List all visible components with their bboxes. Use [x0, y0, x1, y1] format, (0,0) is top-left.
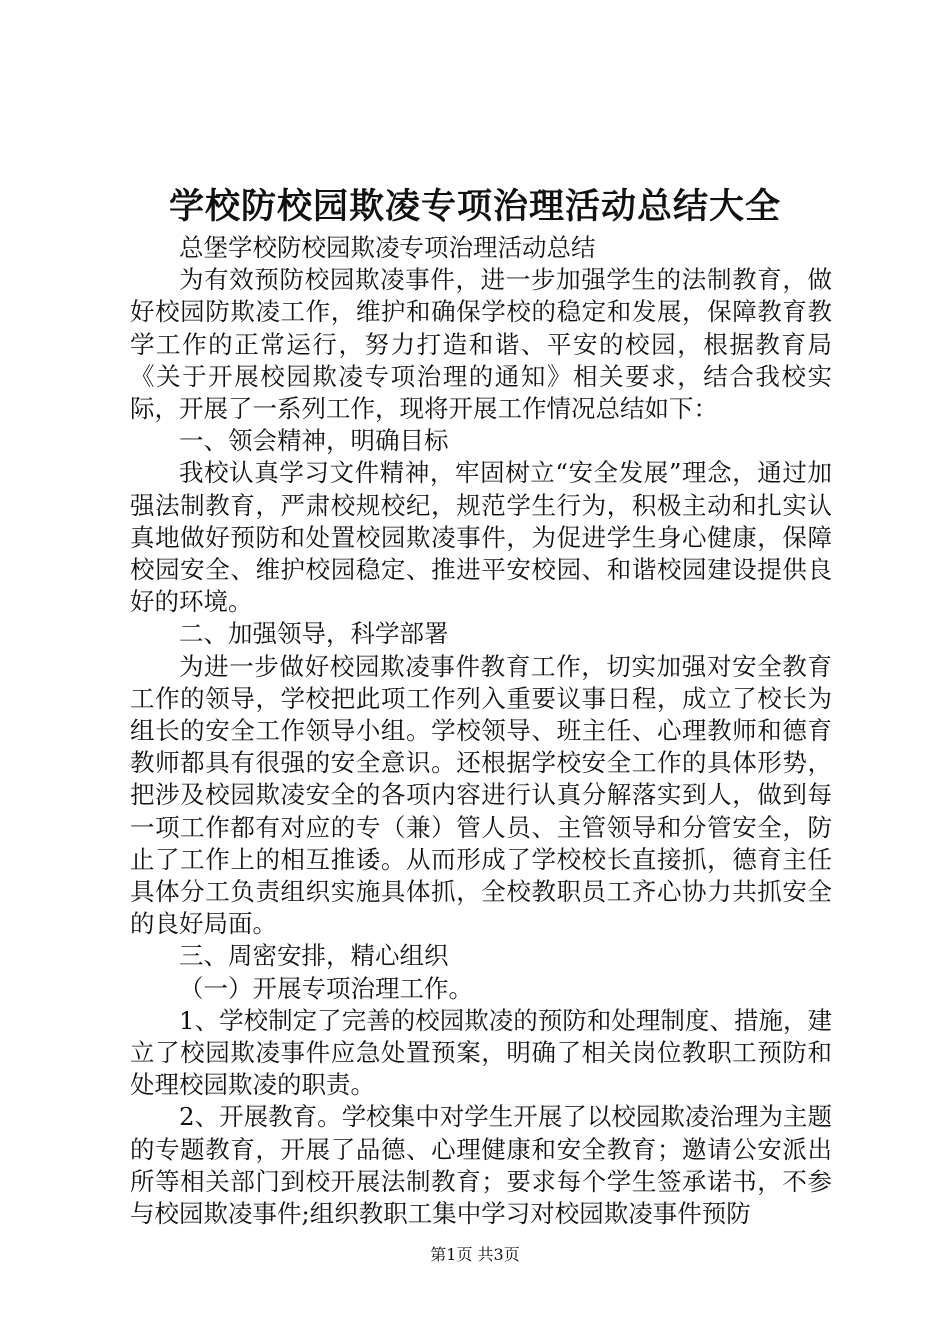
document-body — [130, 232, 832, 1230]
item-2-paragraph: 2、开展教育。学校集中对学生开展了以校园欺凌治理为主题的专题教育，开展了品德、心理健康和安全教育；邀请公安派出所等相关部门到校开展法制教育；要求每个学生签承诺书，不参与校园欺凌事件;组织教职工集中学习对校园欺凌事件预防 — [130, 1102, 832, 1229]
subsection-heading-1: （一）开展专项治理工作。 — [179, 973, 473, 1003]
document-title: 学校防校园欺凌专项治理活动总结大全 — [168, 186, 781, 227]
intro-paragraph: 为有效预防校园欺凌事件，进一步加强学生的法制教育，做好校园防欺凌工作，维护和确保学校的稳定和发展，保障教育教学工作的正常运行，努力打造和谐、平安的校园，根据教育局《关于开展校园欺凌专项治理的通知》相关要求，结合我校实际，开展了一系列工作，现将开展工作情况总结如下： — [130, 265, 832, 424]
subtitle-paragraph: 总堡学校防校园欺凌专项治理活动总结 — [179, 233, 596, 262]
section-2-paragraph: 为进一步做好校园欺凌事件教育工作，切实加强对安全教育工作的领导，学校把此项工作列入重要议事日程，成立了校长为组长的安全工作领导小组。学校领导、班主任、心理教师和德育教师都具有很强的安全意识。还根据学校安全工作的具体形势，把涉及校园欺凌安全的各项内容进行认真分解落实到人，做到每一项工作都有对应的专（兼）管人员、主管领导和分管安全，防止了工作上的相互推诿。从而形成了学校校长直接抓，德育主任具体分工负责组织实施具体抓，全校教职员工齐心协力共抓安全的良好局面。 — [130, 651, 832, 939]
item-1-paragraph: 1、学校制定了完善的校园欺凌的预防和处理制度、措施，建立了校园欺凌事件应急处置预案，明确了相关岗位教职工预防和处理校园欺凌的职责。 — [130, 1005, 832, 1100]
section-heading-3: 三、周密安排，精心组织 — [179, 941, 449, 971]
section-1-paragraph: 我校认真学习文件精神，牢固树立“安全发展”理念，通过加强法制教育，严肃校规校纪，规范学生行为，积极主动和扎实认真地做好预防和处置校园欺凌事件，为促进学生身心健康，保障校园安全、维护校园稳定、推进平安校园、和谐校园建设提供良好的环境。 — [130, 458, 832, 617]
section-heading-2: 二、加强领导，科学部署 — [179, 619, 449, 649]
page-footer: 第1页 共3页 — [430, 1245, 520, 1264]
section-heading-1: 一、领会精神，明确目标 — [179, 426, 449, 456]
